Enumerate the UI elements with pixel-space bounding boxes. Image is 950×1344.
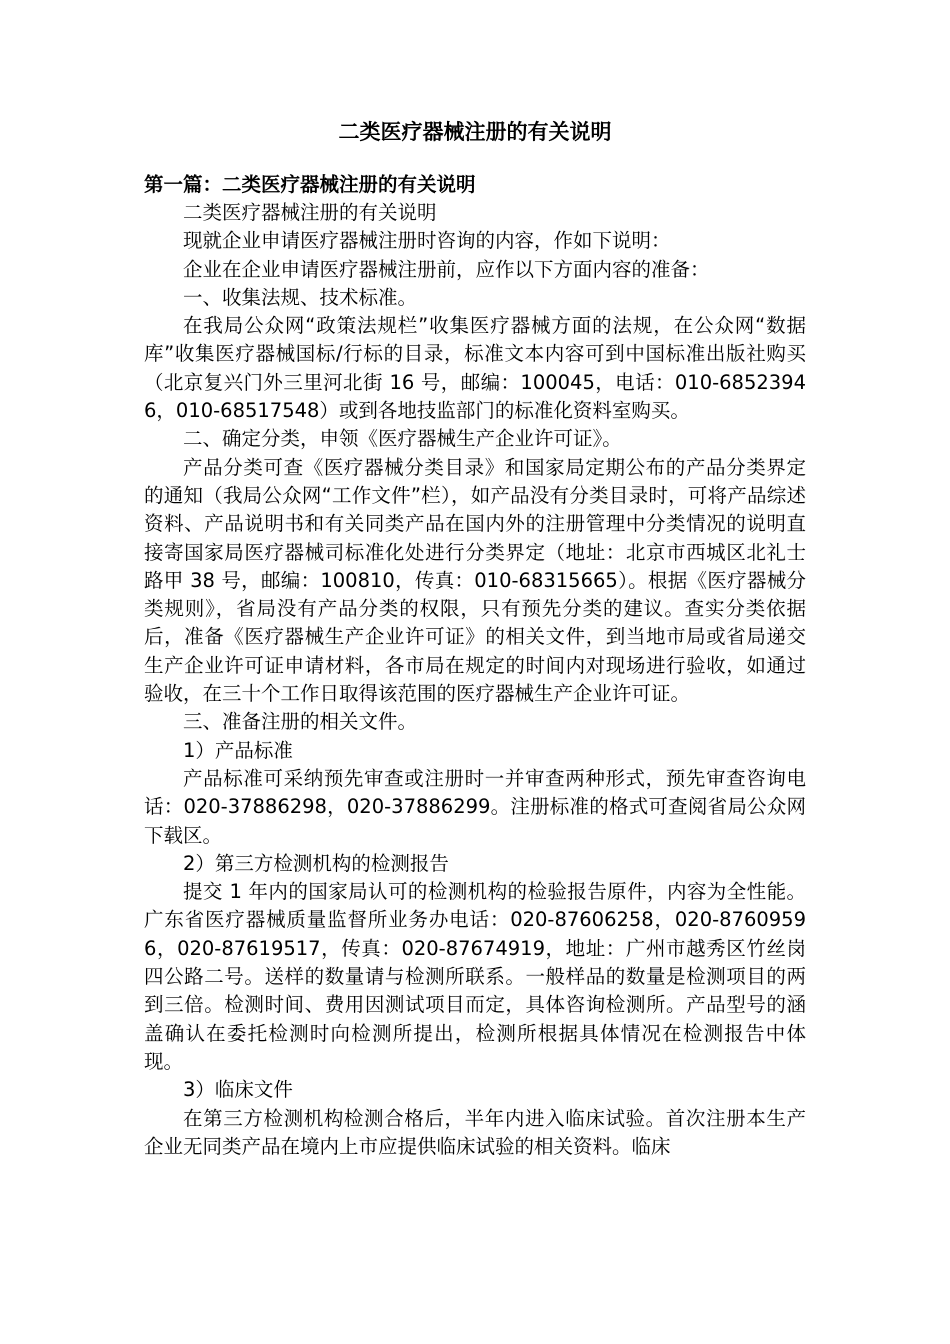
paragraph: 在第三方检测机构检测合格后，半年内进入临床试验。首次注册本生产企业无同类产品在境内上市应提供临床试验的相关资料。临床 <box>144 1106 806 1158</box>
paragraph: 在我局公众网“政策法规栏”收集医疗器械方面的法规，在公众网“数据库”收集医疗器械国标/行标的目录，标准文本内容可到中国标准出版社购买（北京复兴门外三里河北街 16 号，邮编：100045，电话：010-68523946，010-68517548）或到各地技监部门的标准化资料室购买。 <box>144 314 806 423</box>
paragraph: 提交 1 年内的国家局认可的检测机构的检验报告原件，内容为全性能。广东省医疗器械质量监督所业务办电话：020-87606258，020-87609596，020-87619517，传真：020-87674919，地址：广州市越秀区竹丝岗四公路二号。送样的数量请与检测所联系。一般样品的数量是检测项目的两到三倍。检测时间、费用因测试项目而定，具体咨询检测所。产品型号的涵盖确认在委托检测时向检测所提出，检测所根据具体情况在检测报告中体现。 <box>144 880 806 1073</box>
paragraph: 现就企业申请医疗器械注册时咨询的内容，作如下说明： <box>183 229 671 253</box>
paragraph: 一、收集法规、技术标准。 <box>183 285 418 309</box>
paragraph: 三、准备注册的相关文件。 <box>183 710 418 734</box>
paragraph: 二类医疗器械注册的有关说明 <box>183 201 437 224</box>
section-heading: 第一篇：二类医疗器械注册的有关说明 <box>144 173 476 196</box>
document-body <box>144 199 806 1161</box>
paragraph: 二、确定分类，申领《医疗器械生产企业许可证》。 <box>183 427 622 451</box>
paragraph: 企业在企业申请医疗器械注册前，应作以下方面内容的准备： <box>183 257 710 281</box>
paragraph: 2）第三方检测机构的检测报告 <box>183 851 449 875</box>
paragraph: 3）临床文件 <box>183 1078 293 1102</box>
document-title: 二类医疗器械注册的有关说明 <box>338 120 612 144</box>
paragraph: 产品分类可查《医疗器械分类目录》和国家局定期公布的产品分类界定的通知（我局公众网“工作文件”栏），如产品没有分类目录时，可将产品综述资料、产品说明书和有关同类产品在国内外的注册管理中分类情况的说明直接寄国家局医疗器械司标准化处进行分类界定（地址：北京市西城区北礼士路甲 38 号，邮编：100810，传真：010-68315665）。根据《医疗器械分类规则》，省局没有产品分类的权限，只有预先分类的建议。查实分类依据后，准备《医疗器械生产企业许可证》的相关文件，到当地市局或省局递交生产企业许可证申请材料，各市局在规定的时间内对现场进行验收，如通过验收，在三十个工作日取得该范围的医疗器械生产企业许可证。 <box>144 455 806 706</box>
paragraph: 产品标准可采纳预先审查或注册时一并审查两种形式，预先审查咨询电话：020-37886298，020-37886299。注册标准的格式可查阅省局公众网下载区。 <box>144 766 806 847</box>
paragraph: 1）产品标准 <box>183 738 293 762</box>
